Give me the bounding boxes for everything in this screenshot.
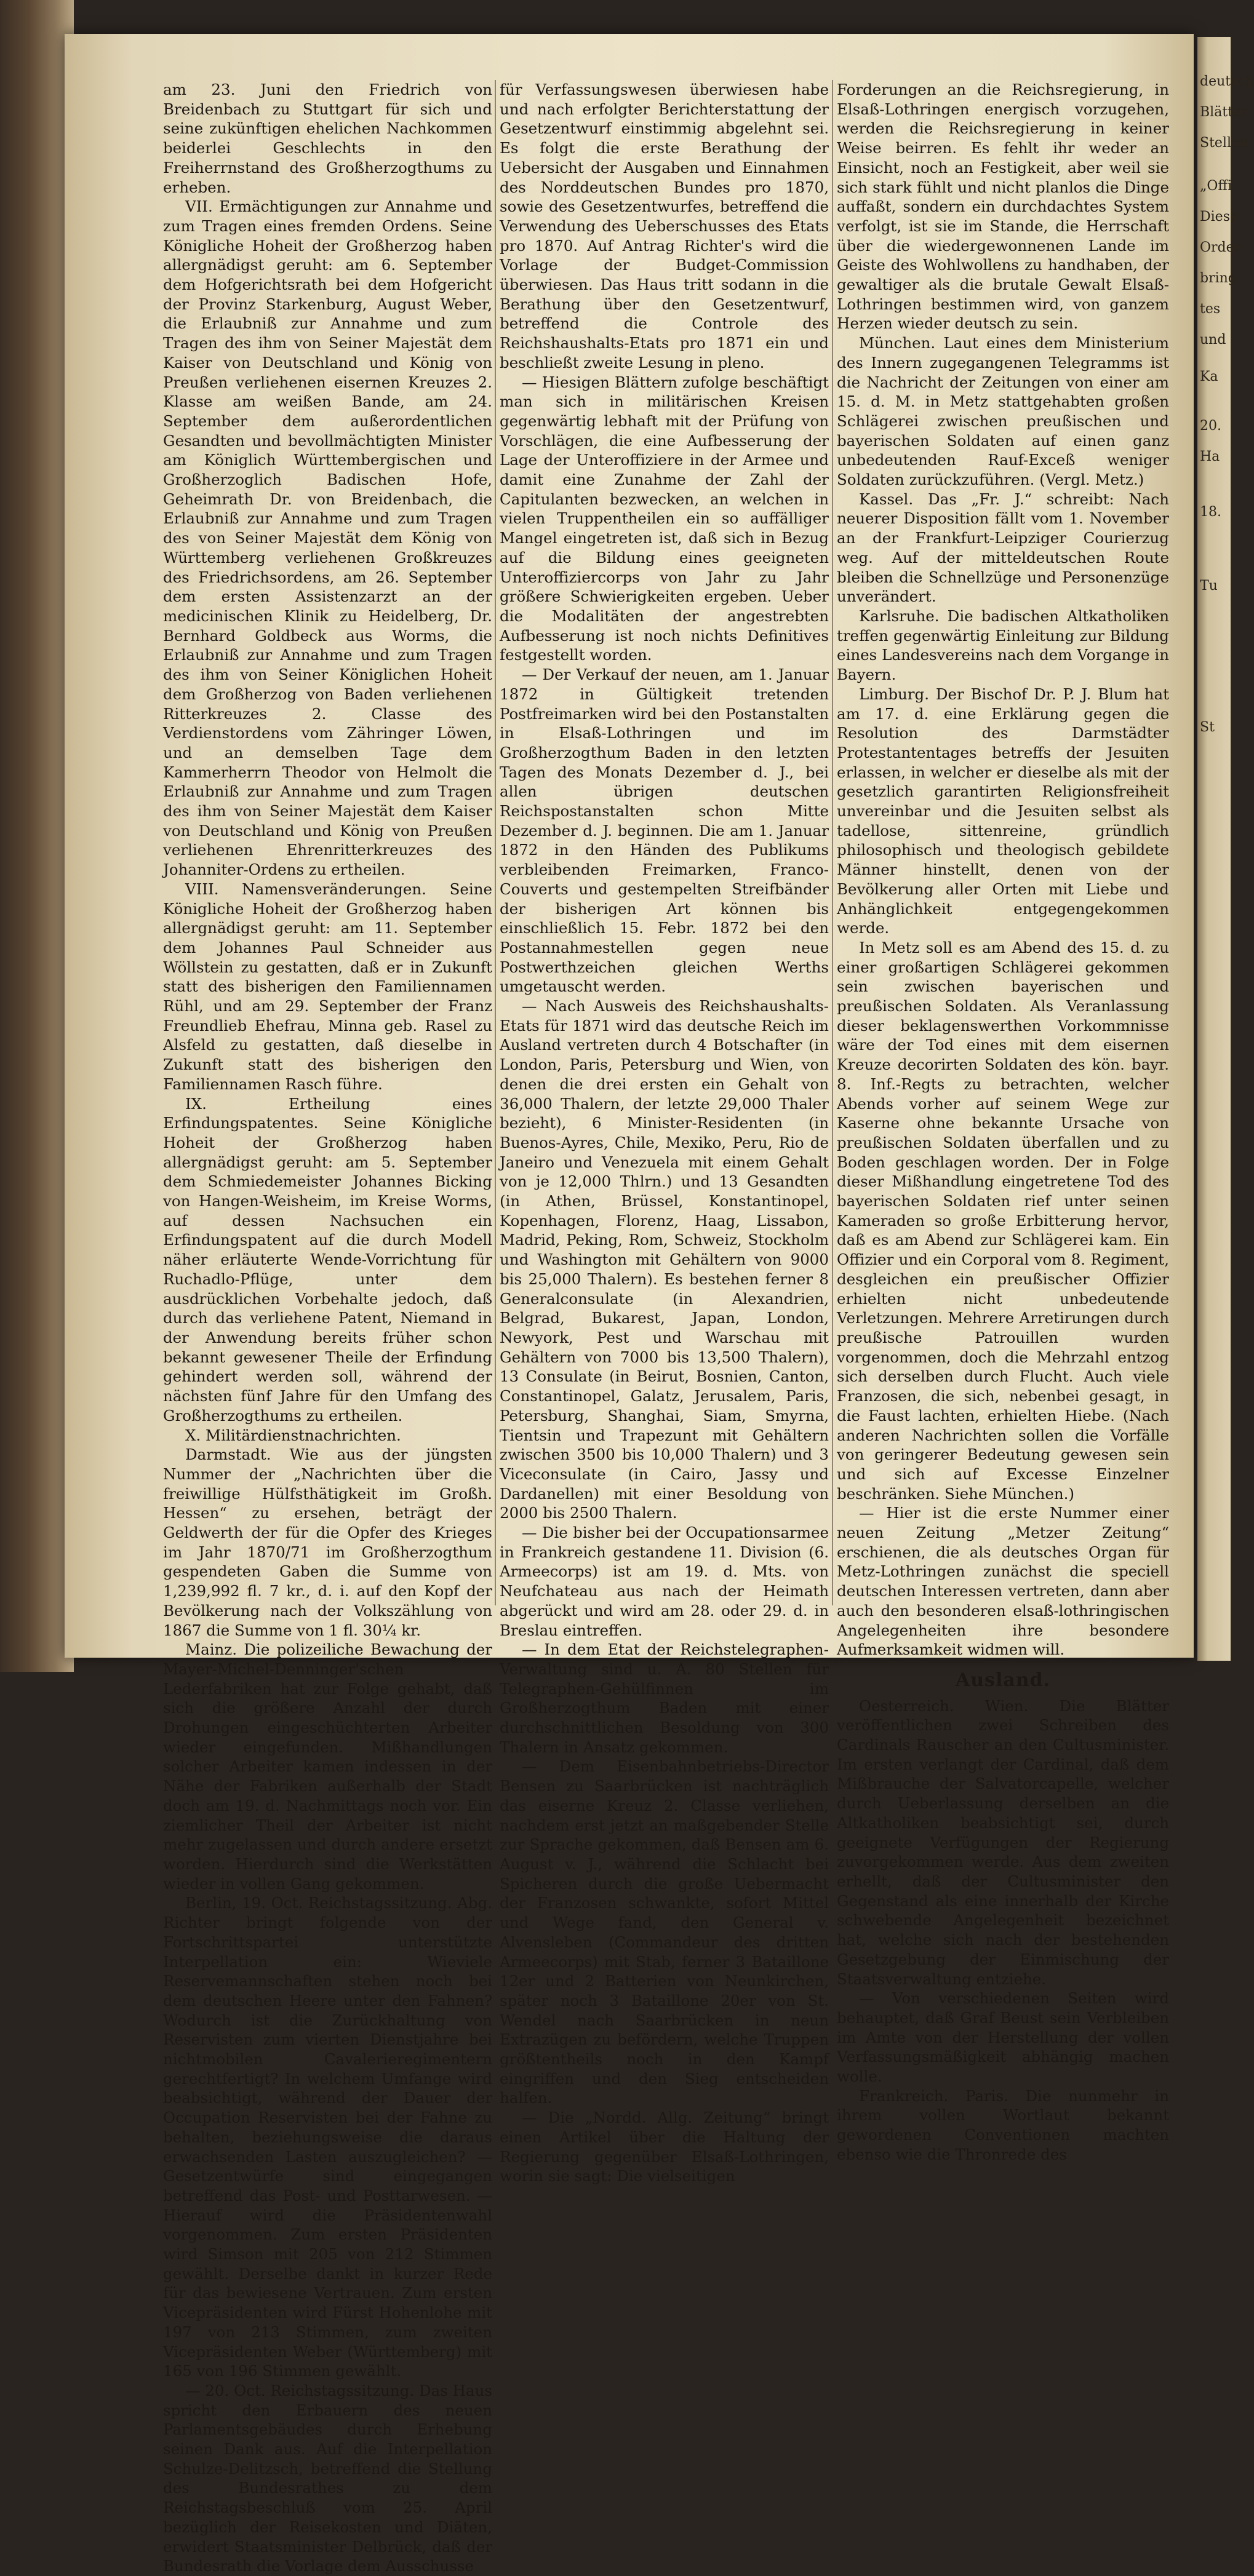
paragraph: — Die bisher bei der Occupationsarmee in Frankreich gestandene 11. Division (6. Armeecorps) ist am 19. d. Mts. von Neufchateau aus nach der Heimath abgerückt und wird am 28. oder 29. d. in Breslau eintreffen.: [500, 1524, 829, 1639]
paragraph: Forderungen an die Reichsregierung, in Elsaß-Lothringen energisch vorzugehen, werden die Reichsregierung in keiner Weise beirren. Es fehlt ihr weder an Einsicht, noch an Festigkeit, aber weil sie sich stark fühlt und nicht planlos die Dinge auffaßt, sondern ein durchdachtes System verfolgt, ist sie im Stande, die Herrschaft über die wiedergewonnenen Lande im Geiste des Wohlwollens zu handhaben, der gewaltiger als die brutale Gewalt Elsaß-Lothringen bestimmen wird, von ganzem Herzen wieder deutsch zu sein.: [837, 81, 1169, 333]
column-rule: [832, 80, 833, 1605]
edge-fragment: tes: [1200, 301, 1221, 317]
paragraph: Mainz. Die polizeiliche Bewachung der Mayer-Michel-Denninger'schen Lederfabriken hat zur Folge gehabt, daß sich die größere Anzahl der durch Drohungen eingeschüchterten Arbeiter wieder eingefunden. Mißhandlungen solcher Arbeiter kamen indessen in der Nähe der Fabriken außerhalb der Stadt doch am 19. d. Nachmittags noch vor. Ein ziemlicher Theil der Arbeiter ist nicht mehr zugelassen und durch andere ersetzt worden. Hierdurch sind die Werkstätten wieder in vollen Gang gekommen.: [163, 1640, 492, 1893]
edge-fragment: Diese: [1200, 209, 1239, 225]
paragraph: — Nach Ausweis des Reichshaushalts-Etats für 1871 wird das deutsche Reich im Ausland vertreten durch 4 Botschafter (in London, Paris, Petersburg und Wien, von denen die drei ersten ein Gehalt von 36,000 Thalern, der letzte 29,000 Thaler bezieht), 6 Minister-Residenten (in Buenos-Ayres, Chile, Mexiko, Peru, Rio de Janeiro und Venezuela mit einem Gehalt von je 12,000 Thlrn.) und 13 Gesandten (in Athen, Brüssel, Konstantinopel, Kopenhagen, Florenz, Haag, Lissabon, Madrid, Peking, Rom, Schweiz, Stockholm und Washington mit Gehältern von 9000 bis 25,000 Thalern). Es bestehen ferner 8 Generalconsulate (in Alexandrien, Belgrad, Bukarest, Japan, London, Newyork, Pest und Warschau mit Gehältern von 7000 bis 13,500 Thalern), 13 Consulate (in Beirut, Bosnien, Canton, Constantinopel, Galatz, Jerusalem, Paris, Petersburg, Shanghai, Siam, Smyrna, Tientsin und Trapezunt mit Gehältern zwischen 3500 bis 10,000 Thalern) und 3 Viceconsulate (in Cairo, Jassy und Dardanellen) mit einer Besoldung von 2000 bis 2500 Thalern.: [500, 997, 829, 1522]
column-middle: [500, 80, 829, 2185]
edge-fragment: 18.: [1200, 504, 1221, 520]
column-left: [163, 80, 492, 2575]
paragraph: — Der Verkauf der neuen, am 1. Januar 1872 in Gültigkeit tretenden Postfreimarken wird bei den Postanstalten in Elsaß-Lothringen und im Großherzogthum Baden in den letzten Tagen des Monats Dezember d. J., bei allen übrigen deutschen Reichspostanstalten schon Mitte Dezember d. J. beginnen. Die am 1. Januar 1872 in den Händen des Publikums verbleibenden Freimarken, Franco-Couverts und gestempelten Streifbänder der bisherigen Art können bis einschließlich 15. Febr. 1872 bei den Postannahmestellen gegen neue Postwerthzeichen gleichen Werths umgetauscht werden.: [500, 666, 829, 996]
edge-fragment: und: [1200, 332, 1226, 348]
paragraph: VIII. Namensveränderungen. Seine Königliche Hoheit der Großherzog haben allergnädigst geruht: am 11. September dem Johannes Paul Schneider aus Wöllstein zu gestatten, daß er in Zukunft statt des bisherigen den Familiennamen Rühl, und am 29. September der Franz Freundlieb Ehefrau, Minna geb. Rasel zu Alsfeld zu gestatten, daß dieselbe in Zukunft statt des bisherigen den Familiennamen Rasch führe.: [163, 880, 492, 1093]
edge-fragment: „Offi: [1200, 178, 1232, 194]
paragraph: Darmstadt. Wie aus der jüngsten Nummer der „Nachrichten über die freiwillige Hülfsthätigkeit im Großh. Hessen“ zu ersehen, beträgt der Geldwerth der für die Opfer des Krieges im Jahr 1870/71 im Großherzogthum gespendeten Gaben die Summe von 1,239,992 fl. 7 kr., d. i. auf den Kopf der Bevölkerung nach der Volkszählung von 1867 die Summe von 1 fl. 30¼ kr.: [163, 1445, 492, 1639]
paragraph: — Hiesigen Blättern zufolge beschäftigt man sich in militärischen Kreisen gegenwärtig lebhaft mit der Prüfung von Vorschlägen, die eine Aufbesserung der Lage der Unteroffiziere in der Armee und damit eine Zunahme der Zahl der Capitulanten bezwecken, an welchen in vielen Truppentheilen ein so auffälliger Mangel eingetreten ist, daß sich in Bezug auf die Bildung eines geeigneten Unteroffiziercorps von Jahr zu Jahr größere Schwierigkeiten ergeben. Ueber die Modalitäten der angestrebten Aufbesserung ist noch nichts Definitives festgestellt worden.: [500, 373, 829, 664]
edge-fragment: Order: [1200, 240, 1241, 255]
paragraph: X. Militärdienstnachrichten.: [185, 1426, 401, 1444]
edge-fragment: Ha: [1200, 449, 1220, 464]
paragraph: — In dem Etat der Reichstelegraphen-Verwaltung sind u. A. 80 Stellen für Telegraphen-Gehülfinnen im Großherzogthum Baden mit einer durchschnittlichen Besoldung von 300 Thalern in Ansatz gekommen.: [500, 1640, 829, 1756]
paragraph: München. Laut eines dem Ministerium des Innern zugegangenen Telegramms ist die Nachricht der Zeitungen von einer am 15. d. M. in Metz stattgehabten großen Schlägerei zwischen preußischen und bayerischen Soldaten auf einen ganz unbedeutenden Rauf-Exceß weniger Soldaten zurückzuführen. (Vergl. Metz.): [837, 334, 1169, 489]
paragraph: — 20. Oct. Reichstagssitzung. Das Haus spricht den Erbauern des neuen Parlamentsgebäudes durch Erhebung seinen Dank aus. Auf die Interpellation Schulze-Delitzsch, betreffend die Stellung des Bundesrathes zu dem Reichstagsbeschluß vom 25. April bezüglich der Reisekosten und Diäten, erwidert Staatsminister Delbrück, daß der Bundesrath die Vorlage dem Ausschusse: [163, 2381, 492, 2575]
edge-fragment: bring: [1200, 271, 1237, 286]
column-right: [837, 80, 1169, 2163]
paragraph: Frankreich. Paris. Die nunmehr in ihrem vollen Wortlaut bekannt gewordenen Conventionen machten ebenso wie die Thronrede des: [837, 2086, 1169, 2163]
section-heading-ausland: Ausland.: [955, 1669, 1051, 1691]
paragraph: — Die „Nordd. Allg. Zeitung“ bringt einen Artikel über die Haltung der Regierung gegenüber Elsaß-Lothringen, worin sie sagt: Die vielseitigen: [500, 2109, 829, 2185]
paragraph: Limburg. Der Bischof Dr. P. J. Blum hat am 17. d. eine Erklärung gegen die Resolution des Darmstädter Protestantentages betreffs der Jesuiten erlassen, in welcher er dieselbe als mit der gesetzlich garantirten Religionsfreiheit unvereinbar und die Jesuiten selbst als tadellose, sittenreine, gründlich philosophisch und theologisch gebildete Männer hinstellt, denen von der Bevölkerung aller Orten mit Liebe und Anhänglichkeit entgegengekommen werde.: [837, 685, 1169, 937]
column-rule: [495, 80, 496, 1605]
paragraph: VII. Ermächtigungen zur Annahme und zum Tragen eines fremden Ordens. Seine Königliche Hoheit der Großherzog haben allergnädigst geruht: am 6. September dem Hofgerichtsrath bei dem Hofgericht der Provinz Starkenburg, August Weber, die Erlaubniß zur Annahme und zum Tragen des ihm von Seiner Majestät dem Kaiser von Deutschland und König von Preußen verliehenen eisernen Kreuzes 2. Klasse am weißen Bande, am 24. September dem außerordentlichen Gesandten und bevollmächtigten Minister am Königlich Württembergischen und Großherzoglich Badischen Hofe, Geheimrath Dr. von Breidenbach, die Erlaubniß zur Annahme und zum Tragen des von Seiner Majestät dem König von Württemberg verliehenen Großkreuzes des Friedrichsordens, am 26. September dem ersten Assistenzarzt an der medicinischen Klinik zu Heidelberg, Dr. Bernhard Goldbeck aus Worms, die Erlaubniß zur Annahme und zum Tragen des ihm von Seiner Königlichen Hoheit dem Großherzog von Baden verliehenen Ritterkreuzes 2. Classe des Verdienstordens vom Zähringer Löwen, und an demselben Tage dem Kammerherrn Theodor von Helmolt die Erlaubniß zur Annahme und zum Tragen des ihm von Seiner Majestät dem Kaiser von Deutschland und König von Preußen verliehenen Ehrenritterkreuzes des Johanniter-Ordens zu ertheilen.: [163, 197, 492, 879]
paragraph: — Hier ist die erste Nummer einer neuen Zeitung „Metzer Zeitung“ erschienen, die als deutsches Organ für Metz-Lothringen zunächst die speciell deutschen Interessen vertreten, dann aber auch den besonderen elsaß-lothringischen Angelegenheiten ihre besondere Aufmerksamkeit widmen will.: [837, 1504, 1169, 1659]
paragraph: Berlin, 19. Oct. Reichstagssitzung. Abg. Richter bringt folgende von der Fortschrittspartei unterstützte Interpellation ein: Wieviele Reservemannschaften stehen noch bei dem deutschen Heere unter den Fahnen? Wodurch ist die Zurückhaltung von Reservisten zum vierten Dienstjahre bei nichtmobilen Cavalerieregimentern gerechtfertigt? In welchem Umfange wird beabsichtigt, während der Dauer der Occupation Reservisten bei der Fahne zu behalten, beziehungsweise die daraus erwachsenden Lasten auszugleichen? — Gesetzentwürfe sind eingegangen betreffend das Post- und Posttarwesen. — Hierauf wird die Präsidentenwahl vorgenommen. Zum ersten Präsidenten wird Simson mit 205 von 212 Stimmen gewählt. Derselbe dankt in kurzer Rede für das bewiesene Vertrauen. Zum ersten Vicepräsidenten wird Fürst Hohenlohe mit 197 von 213 Stimmen, zum zweiten Vicepräsidenten Weber (Württemberg) mit 165 von 196 Stimmen gewählt.: [163, 1894, 492, 2380]
paragraph: — Von verschiedenen Seiten wird behauptet, daß Graf Beust sein Verbleiben im Amte von der Herstellung der vollen Verfassungsmäßigkeit abhängig machen wolle.: [837, 1989, 1169, 2086]
paragraph: Karlsruhe. Die badischen Altkatholiken treffen gegenwärtig Einleitung zur Bildung eines Landesvereins nach dem Vorgange in Bayern.: [837, 606, 1169, 684]
paragraph: Kassel. Das „Fr. J.“ schreibt: Nach neuerer Disposition fällt vom 1. November an der Frankfurt-Leipziger Courierzug weg. Auf der mitteldeutschen Route bleiben die Schnellzüge und Personenzüge unverändert.: [837, 490, 1169, 606]
paragraph: Oesterreich. Wien. Die Blätter veröffentlichen zwei Schreiben des Cardinals Rauscher an den Cultusminister. Im ersten verlangt der Cardinal, daß dem Mißbrauche der Salvatorcapelle, welcher durch Ueberlassung derselben an die Altkatholiken beabsichtigt sei, durch geeignete Verfügungen der Regierung zuvorgekommen werde. Aus dem zweiten erhellt, daß der Cultusminister den Gegenstand als eine innerhalb der Kirche schwebende Angelegenheit bezeichnet hat, welche sich nach der bestehenden Gesetzgebung der Einmischung der Staatsverwaltung entziehe.: [837, 1696, 1169, 1988]
paragraph: — Dem Eisenbahnbetriebs-Director Bensen zu Saarbrücken ist nachträglich das eiserne Kreuz 2. Classe verliehen, nachdem erst jetzt an maßgebender Stelle zur Sprache gekommen, daß Bensen am 6. August v. J., während die Schlacht bei Spicheren durch die große Uebermacht der Franzosen schwankte, sofort Mittel und Wege fand, den General v. Alvensleben (Commandeur des dritten Armeecorps) mit Stab, ferner 3 Bataillone 12er und 2 Batterien von Neunkirchen, später noch 3 Bataillone 20er von St. Wendel nach Saarbrücken in neun Extrazügen zu befördern, welche Truppen größtentheils noch in den Kampf eingriffen und den Sieg entscheiden halfen.: [500, 1757, 829, 2107]
paragraph: In Metz soll es am Abend des 15. d. zu einer großartigen Schlägerei gekommen sein zwischen bayerischen und preußischen Soldaten. Als Veranlassung dieser beklagenswerthen Vorkommnisse wäre der Tod eines mit dem eisernen Kreuze decorirten Soldaten des kön. bayr. 8. Inf.-Regts zu betrachten, welcher Abends vorher auf seinem Wege zur Kaserne ohne bekannte Ursache von preußischen Soldaten überfallen und zu Boden geschlagen worden. Der in Folge dieser Mißhandlung eingetretene Tod des bayerischen Soldaten rief unter seinen Kameraden so große Erbitterung hervor, daß es am Abend zur Schlägerei kam. Ein Offizier und ein Corporal vom 8. Regiment, desgleichen ein preußischer Offizier erhielten nicht unbedeutende Verletzungen. Mehrere Arretirungen durch preußische Patrouillen wurden vorgenommen, doch die Mehrzahl entzog sich derselben durch Flucht. Auch viele Franzosen, die sich, nebenbei gesagt, in die Faust lachten, erhielten Hiebe. (Nach anderen Nachrichten sollen die Vorfälle von geringerer Bedeutung gewesen sein und sich auf Excesse Einzelner beschränken. Siehe München.): [837, 938, 1169, 1503]
edge-fragment: Stellun: [1200, 135, 1249, 151]
edge-fragment: Ka: [1200, 369, 1218, 384]
paragraph: IX. Ertheilung eines Erfindungspatentes. Seine Königliche Hoheit der Großherzog haben allergnädigst geruht: am 5. September dem Schmiedemeister Johannes Bicking von Hangen-Weisheim, im Kreise Worms, auf dessen Nachsuchen ein Erfindungspatent auf die durch Modell näher erläuterte Wende-Vorrichtung für Ruchadlo-Pflüge, unter dem ausdrücklichen Vorbehalte jedoch, daß durch das verliehene Patent, Niemand in der Anwendung bereits früher schon bekannt gewesener Theile der Erfindung gehindert werden soll, während der nächsten fünf Jahre für den Umfang des Großherzogthums zu ertheilen.: [163, 1094, 492, 1425]
next-page-edge: [1197, 37, 1254, 1661]
edge-fragment: Blätter: [1200, 105, 1248, 120]
edge-fragment: deutsch: [1200, 74, 1254, 89]
paragraph: am 23. Juni den Friedrich von Breidenbach zu Stuttgart für sich und seine zukünftigen ehelichen Nachkommen beiderlei Geschlechts in den Freiherrnstand des Großherzogthums zu erheben.: [163, 81, 492, 196]
paragraph: für Verfassungswesen überwiesen habe und nach erfolgter Berichterstattung der Gesetzentwurf einstimmig abgelehnt sei. Es folgt die erste Berathung der Uebersicht der Ausgaben und Einnahmen des Norddeutschen Bundes pro 1870, sowie des Gesetzentwurfes, betreffend die Verwendung des Ueberschusses des Etats pro 1870. Auf Antrag Richter's wird die Vorlage der Budget-Commission überwiesen. Das Haus tritt sodann in die Berathung über den Gesetzentwurf, betreffend die Controle des Reichshaushalts-Etats pro 1871 ein und beschließt zweite Lesung in pleno.: [500, 81, 829, 372]
edge-fragment: Tu: [1200, 578, 1218, 594]
edge-fragment: St: [1200, 720, 1215, 735]
book-binding: [0, 0, 74, 1672]
edge-fragment: 20.: [1200, 418, 1221, 434]
